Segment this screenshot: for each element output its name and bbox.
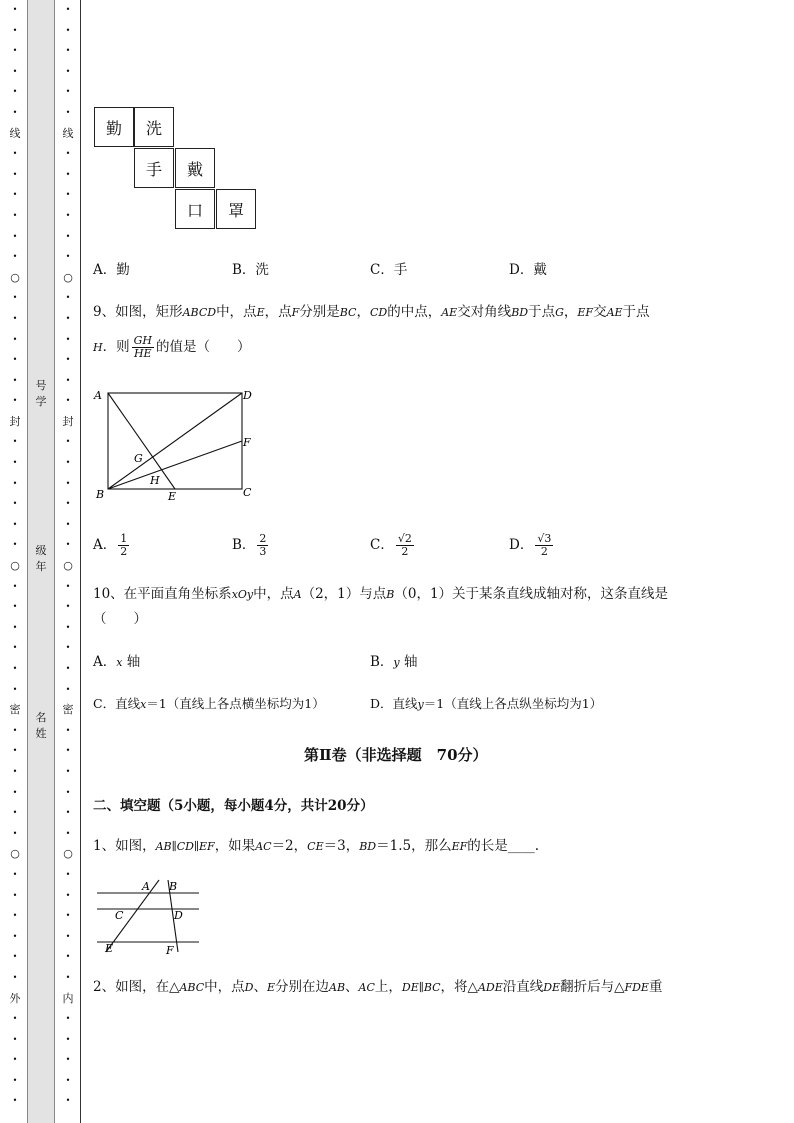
text: 于点 [528,304,556,320]
var: H [93,341,103,354]
text: 轴 [403,654,418,670]
binding-dot: • [65,149,71,159]
binding-dot: • [12,766,18,776]
text: 1、如图， [93,838,156,854]
binding-mark: ○ [63,559,73,573]
binding-dot: • [65,66,71,76]
point-label-b: B [169,880,178,893]
binding-mark: 封 [9,414,21,428]
binding-dot: • [12,499,18,509]
var: AE [606,306,623,319]
text: B． [370,654,394,670]
binding-mark: 封 [62,414,74,428]
var: AB∥CD∥EF [155,840,215,853]
text: 、 [345,979,359,995]
text: ， [356,304,370,320]
binding-dot: • [12,66,18,76]
text: ＝1.5，那么 [376,838,452,854]
text: D．直线 [370,696,418,711]
binding-mark: ○ [10,847,20,861]
binding-dot: • [12,952,18,962]
binding-dot: • [65,519,71,529]
text: 交对角线 [457,304,512,320]
binding-dot: • [12,746,18,756]
q9-option-d [509,530,555,560]
point-label-b: B [96,488,105,501]
binding-mark: 密 [9,703,21,717]
segment-ae [108,393,175,489]
text: 的中点， [387,304,442,320]
var: y [393,656,400,669]
binding-dot: • [12,149,18,159]
text: ＝1（直线上各点横坐标均为1） [146,696,325,711]
binding-dot: • [65,46,71,56]
binding-mark: ○ [63,270,73,284]
option-label: A． [93,537,117,553]
binding-dot: • [12,478,18,488]
diagonal-bd [108,393,242,489]
binding-dot: • [65,1055,71,1065]
q9-option-a [93,530,131,560]
section2-title: 二、填空题（5小题，每小题4分，共计20分） [93,798,374,814]
binding-dot: • [65,190,71,200]
binding-mark: 线 [62,126,74,140]
var: GH [133,334,152,347]
var: DE [543,981,561,994]
point-label-f: F [243,436,251,449]
var: ABC [179,981,205,994]
fraction-numerator: √2 [397,532,412,545]
text: （2，1）与点 [301,586,387,602]
text: 中，点 [204,979,245,995]
var: G [555,306,564,319]
var: E [256,306,265,319]
text: C．直线 [93,696,141,711]
text: ．则 [102,339,130,355]
text: ，如果 [214,838,256,854]
option-label: B． [232,537,256,553]
binding-dot: • [65,1034,71,1044]
var: B [386,588,395,601]
binding-dot: • [12,169,18,179]
point-label-h: H [150,474,160,487]
point-label-d: D [243,389,252,402]
binding-dot: • [65,664,71,673]
binding-dot: • [12,437,18,447]
var: BD [359,840,377,853]
net-cell: 手 [134,148,174,188]
q8-option-a: A．勤 [93,262,130,278]
class-label: 级年 [35,544,47,573]
var: AE [441,306,458,319]
name-label: 名姓 [35,711,47,740]
text: （0，1）关于某条直线成轴对称，这条直线是 [394,586,669,602]
fraction-numerator: 2 [259,532,267,545]
binding-dot: • [12,1055,18,1065]
binding-mark: 密 [62,703,74,717]
q9-option-c [370,530,416,560]
binding-mark: ○ [10,559,20,573]
q10-stem-line2: （ ） [93,611,147,627]
binding-dot: • [65,725,71,735]
binding-dot: • [65,869,71,879]
binding-dot: • [65,931,71,941]
q9-option-b [232,530,270,560]
var: x [140,698,147,711]
text: 上， [374,979,402,995]
text: 10、在平面直角坐标系 [93,586,232,602]
binding-dot: • [65,787,71,797]
ratio-fraction [132,335,154,360]
binding-dot: • [12,107,18,117]
binding-dot: • [12,828,18,838]
fraction-numerator: 1 [120,532,128,545]
text: ＝2， [271,838,308,854]
binding-dot: • [65,972,71,982]
binding-dot: • [12,293,18,303]
q10-stem-line1 [93,584,668,605]
binding-dot: • [65,478,71,488]
text: ＝1（直线上各点纵坐标均为1） [423,696,603,711]
part2-title: 第Ⅱ卷（非选择题 70分） [304,746,488,764]
text: 的长是____. [467,838,540,854]
text: 重 [648,979,663,995]
binding-dot: • [65,5,71,14]
var: A [293,588,302,601]
var: AC [358,981,375,994]
text: ， [563,304,578,320]
binding-dot: • [65,911,71,921]
binding-dot: • [12,25,18,35]
option-fraction [396,533,414,558]
binding-dot: • [65,1096,71,1106]
fraction-denominator: 2 [120,545,128,558]
binding-dot: • [65,684,71,694]
binding-mark: 线 [9,126,21,140]
text: 、 [253,979,267,995]
binding-dot: • [12,458,18,468]
binding-dot: • [12,1096,18,1106]
binding-dot: • [12,622,18,632]
q10-option-c [93,694,325,715]
binding-dot: • [65,210,71,220]
binding-dot: • [65,828,71,838]
net-cell: 勤 [94,107,134,147]
point-label-a: A [94,389,102,402]
binding-dot: • [12,252,18,262]
var: AC [255,840,272,853]
text: 中，点 [216,304,257,320]
binding-mark: 外 [9,991,21,1005]
text: 中，点 [253,586,294,602]
q9-stem-line1 [93,302,650,323]
fraction-denominator: 2 [401,545,409,558]
q8-option-d: D．戴 [509,262,547,278]
binding-dot: • [12,46,18,56]
binding-dot: • [12,375,18,385]
binding-dot: • [12,664,18,673]
binding-dot: • [12,334,18,344]
binding-dot: • [65,890,71,900]
binding-dot: • [12,355,18,365]
q10-option-a [93,652,140,673]
q9-stem-line2 [93,334,250,361]
rectangle-figure [88,384,263,504]
binding-dot: • [65,602,71,612]
binding-dot: • [65,746,71,756]
binding-dot: • [12,890,18,900]
binding-dot: • [65,87,71,97]
binding-dot: • [12,540,18,550]
transversal-ae [106,880,159,952]
point-label-g: G [134,452,143,465]
binding-dot: • [65,334,71,344]
point-label-d: D [174,909,183,922]
binding-dot: • [12,210,18,220]
option-fraction [118,533,129,558]
binding-dot: • [12,581,18,591]
net-cell: 洗 [134,107,174,147]
binding-dot: • [12,643,18,653]
binding-dot: • [65,437,71,447]
var: E [266,981,275,994]
text: ＝3， [323,838,360,854]
text: 交 [593,304,607,320]
net-cell: 口 [175,189,215,229]
var: DE∥BC [401,981,441,994]
text: 沿直线 [502,979,544,995]
point-label-c: C [243,486,252,499]
fraction-denominator: 2 [540,545,548,558]
binding-dot: • [12,931,18,941]
text: 于点 [622,304,650,320]
text: 分别在边 [275,979,329,995]
fill-q1-stem [93,836,539,857]
option-label: D． [509,537,534,553]
binding-dot: • [65,808,71,818]
binding-dot: • [65,25,71,35]
binding-dot: • [65,231,71,241]
binding-dot: • [65,1014,71,1024]
binding-dot: • [65,766,71,776]
binding-dot: • [12,808,18,818]
binding-dot: • [65,169,71,179]
binding-mark: ○ [10,270,20,284]
binding-dot: • [12,972,18,982]
binding-mark: 内 [62,991,74,1005]
binding-dot: • [12,869,18,879]
net-cell: 罩 [216,189,256,229]
binding-dot: • [12,5,18,14]
option-label: C． [370,537,394,553]
binding-dot: • [12,602,18,612]
binding-dot: • [65,396,71,406]
binding-dot: • [12,1075,18,1085]
var: BD [511,306,529,319]
var: D [244,981,254,994]
net-cell: 戴 [175,148,215,188]
var: F [291,306,300,319]
binding-dot: • [12,725,18,735]
var: CD [369,306,388,319]
fraction-denominator: 3 [259,545,267,558]
text: 9、如图，矩形 [93,304,183,320]
fraction-numerator: √3 [537,532,552,545]
text: A． [93,654,117,670]
student-number-label: 号学 [35,379,47,408]
var: x [116,656,123,669]
binding-dot: • [12,1014,18,1024]
segment-bf [108,441,242,489]
binding-dot: • [65,313,71,323]
text: 轴 [126,654,141,670]
binding-dot: • [12,519,18,529]
var: EF [451,840,468,853]
point-label-f: F [166,944,174,957]
var: EF [577,306,594,319]
var: ADE [477,981,503,994]
binding-dot: • [12,313,18,323]
text: ，点 [264,304,292,320]
binding-dot: • [65,458,71,468]
binding-dot: • [12,87,18,97]
q8-option-c: C．手 [370,262,408,278]
point-label-e: E [168,490,177,503]
binding-dot: • [12,396,18,406]
parallel-lines-figure [92,874,207,959]
binding-dot: • [12,911,18,921]
text: 翻折后与△ [560,979,625,995]
q10-option-d [370,694,602,715]
option-fraction [257,533,268,558]
var: HE [133,347,152,360]
binding-dot: • [65,107,71,117]
binding-dot: • [65,499,71,509]
text: 分别是 [299,304,340,320]
binding-dot: • [12,787,18,797]
binding-dot: • [65,252,71,262]
binding-dot: • [65,643,71,653]
outer-dot-column [9,0,21,1123]
binding-dot: • [65,952,71,962]
var: CE [307,840,324,853]
var: xOy [231,588,254,601]
binding-dot: • [12,231,18,241]
binding-dot: • [65,622,71,632]
binding-dot: • [65,581,71,591]
margin-divider-line [80,0,81,1123]
fraction-denominator [134,348,152,360]
point-label-a: A [142,880,150,893]
binding-dot: • [12,1034,18,1044]
q8-option-b: B．洗 [232,262,269,278]
point-label-e: E [105,942,114,955]
var: y [417,698,424,711]
fill-q2-stem [93,977,662,998]
q10-option-b [370,652,417,673]
binding-dot: • [65,355,71,365]
inner-dot-column [62,0,74,1123]
var: FDE [624,981,649,994]
binding-dot: • [65,1075,71,1085]
var: AB [329,981,346,994]
var: BC [339,306,357,319]
binding-dot: • [12,684,18,694]
var: ABCD [182,306,217,319]
binding-dot: • [65,293,71,303]
binding-dot: • [65,375,71,385]
option-fraction [535,533,553,558]
binding-mark: ○ [63,847,73,861]
text: 的值是（ ） [155,339,251,355]
text: ，将△ [440,979,478,995]
binding-dot: • [65,540,71,550]
text: 2、如图，在△ [93,979,180,995]
binding-dot: • [12,190,18,200]
point-label-c: C [115,909,124,922]
